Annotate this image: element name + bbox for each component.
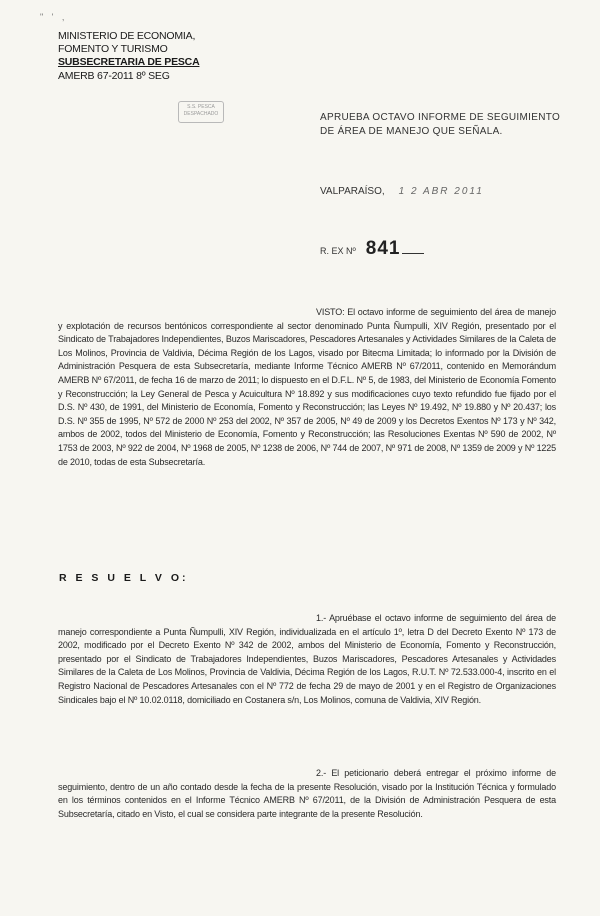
resolution-point-2: 2.- El peticionario deberá entregar el próximo informe de seguimiento, dentro de un año contado desde la fecha de la presente Resolución, visado por la Institución Técnica y formulado en los términos contenidos en el Informe Técnico AMERB Nº 67/2011, de la División de Administración Pesquera de esta Subsecretaría, citado en Visto, el cual se considera parte integrante de la presente Resolución. <box>58 768 556 819</box>
underline <box>402 253 424 254</box>
resolution-label: R. EX Nº <box>320 246 356 256</box>
resolution-number <box>320 238 424 260</box>
ministry-line-2: FOMENTO Y TURISMO <box>58 43 168 56</box>
city: VALPARAÍSO, <box>320 186 385 197</box>
place-date <box>320 186 484 197</box>
office-stamp: S.S. PESCA DESPACHADO <box>178 101 224 123</box>
visto-paragraph: VISTO: El octavo informe de seguimiento del área de manejo y explotación de recursos bentónicos correspondiente al sector denominado Punta Ñumpulli, XIV Región, presentado por el Sindicato de Trabajadores Independientes, Buzos Mariscadores, Pescadores Artesanales y Actividades Similares de la Caleta de Los Molinos, Provincia de Valdivia, Décima Región de los Lagos, visado por Bitecma Limitada; lo informado por la División de Administración Pesquera de esta Subsecretaría, mediante Informe Técnico AMERB Nº 67/2011, contenido en Memorándum AMERB Nº 67/2011, de fecha 16 de marzo de 2011; lo dispuesto en el D.F.L. Nº 5, de 1983, del Ministerio de Economía Fomento y Reconstrucción; la Ley General de Pesca y Acuicultura Nº 18.892 y sus modificaciones cuyo texto refundido fue fijado por el D.S. Nº 430, de 1991, del Ministerio de Economía, Fomento y Reconstrucción; las Leyes Nº 19.492, Nº 19.880 y Nº 20.437; los D.S. Nº 355 de 1995, Nº 572 de 2000 Nº 253 del 2002, Nº 357 de 2005, Nº 49 de 2009 y los Decretos Exentos Nº 173 y Nº 342, ambos de 2002, todos del Ministerio de Economía, Fomento y Reconstrucción; las Resoluciones Exentas Nº 590 de 2002, Nº 1753 de 2003, Nº 922 de 2004, Nº 1968 de 2005, Nº 1238 de 2006, Nº 744 de 2007, Nº 971 de 2008, Nº 1359 de 2009 y Nº 1225 de 2010, todas de esta Subsecretaría. <box>58 307 556 467</box>
resolution-point-1: 1.- Apruébase el octavo informe de seguimiento del área de manejo correspondiente a Punta Ñumpulli, XIV Región, individualizada en el artículo 1º, letra D del Decreto Exento Nº 173 de 2002, modificado por el Decreto Exento Nº 342 de 2002, ambos del Ministerio de Economía, Fomento y Reconstrucción, presentado por el Sindicato de Trabajadores Independientes, Buzos Mariscadores, Pescadores Artesanales y Actividades Similares de la Caleta de Los Molinos, Provincia de Valdivia, Décima Región de los Lagos, R.U.T. Nº 72.533.000-4, inscrito en el Registro Nacional de Pescadores Artesanales con el Nº 772 de fecha 29 de mayo de 2001 y en el Registro de Organizaciones Sindicales bajo el Nº 10.02.0118, domiciliado en Costanera s/n, Los Molinos, comuna de Valdivia, XIV Región. <box>58 613 556 705</box>
resolution-value: 841 <box>365 238 401 259</box>
date-stamp: 1 2 ABR 2011 <box>398 186 484 197</box>
ministry-line: MINISTERIO DE ECONOMIA, <box>58 30 196 42</box>
resuelvo-heading: R E S U E L V O: <box>59 572 189 584</box>
document-title: APRUEBA OCTAVO INFORME DE SEGUIMIENTO DE ÁREA DE MANEJO QUE SEÑALA. <box>320 112 561 137</box>
institution-header <box>58 30 199 83</box>
subsecretaria-line: SUBSECRETARIA DE PESCA <box>58 56 200 69</box>
file-reference: AMERB 67-2011 8º SEG <box>58 69 170 82</box>
scan-marks: " ' , <box>40 12 68 22</box>
